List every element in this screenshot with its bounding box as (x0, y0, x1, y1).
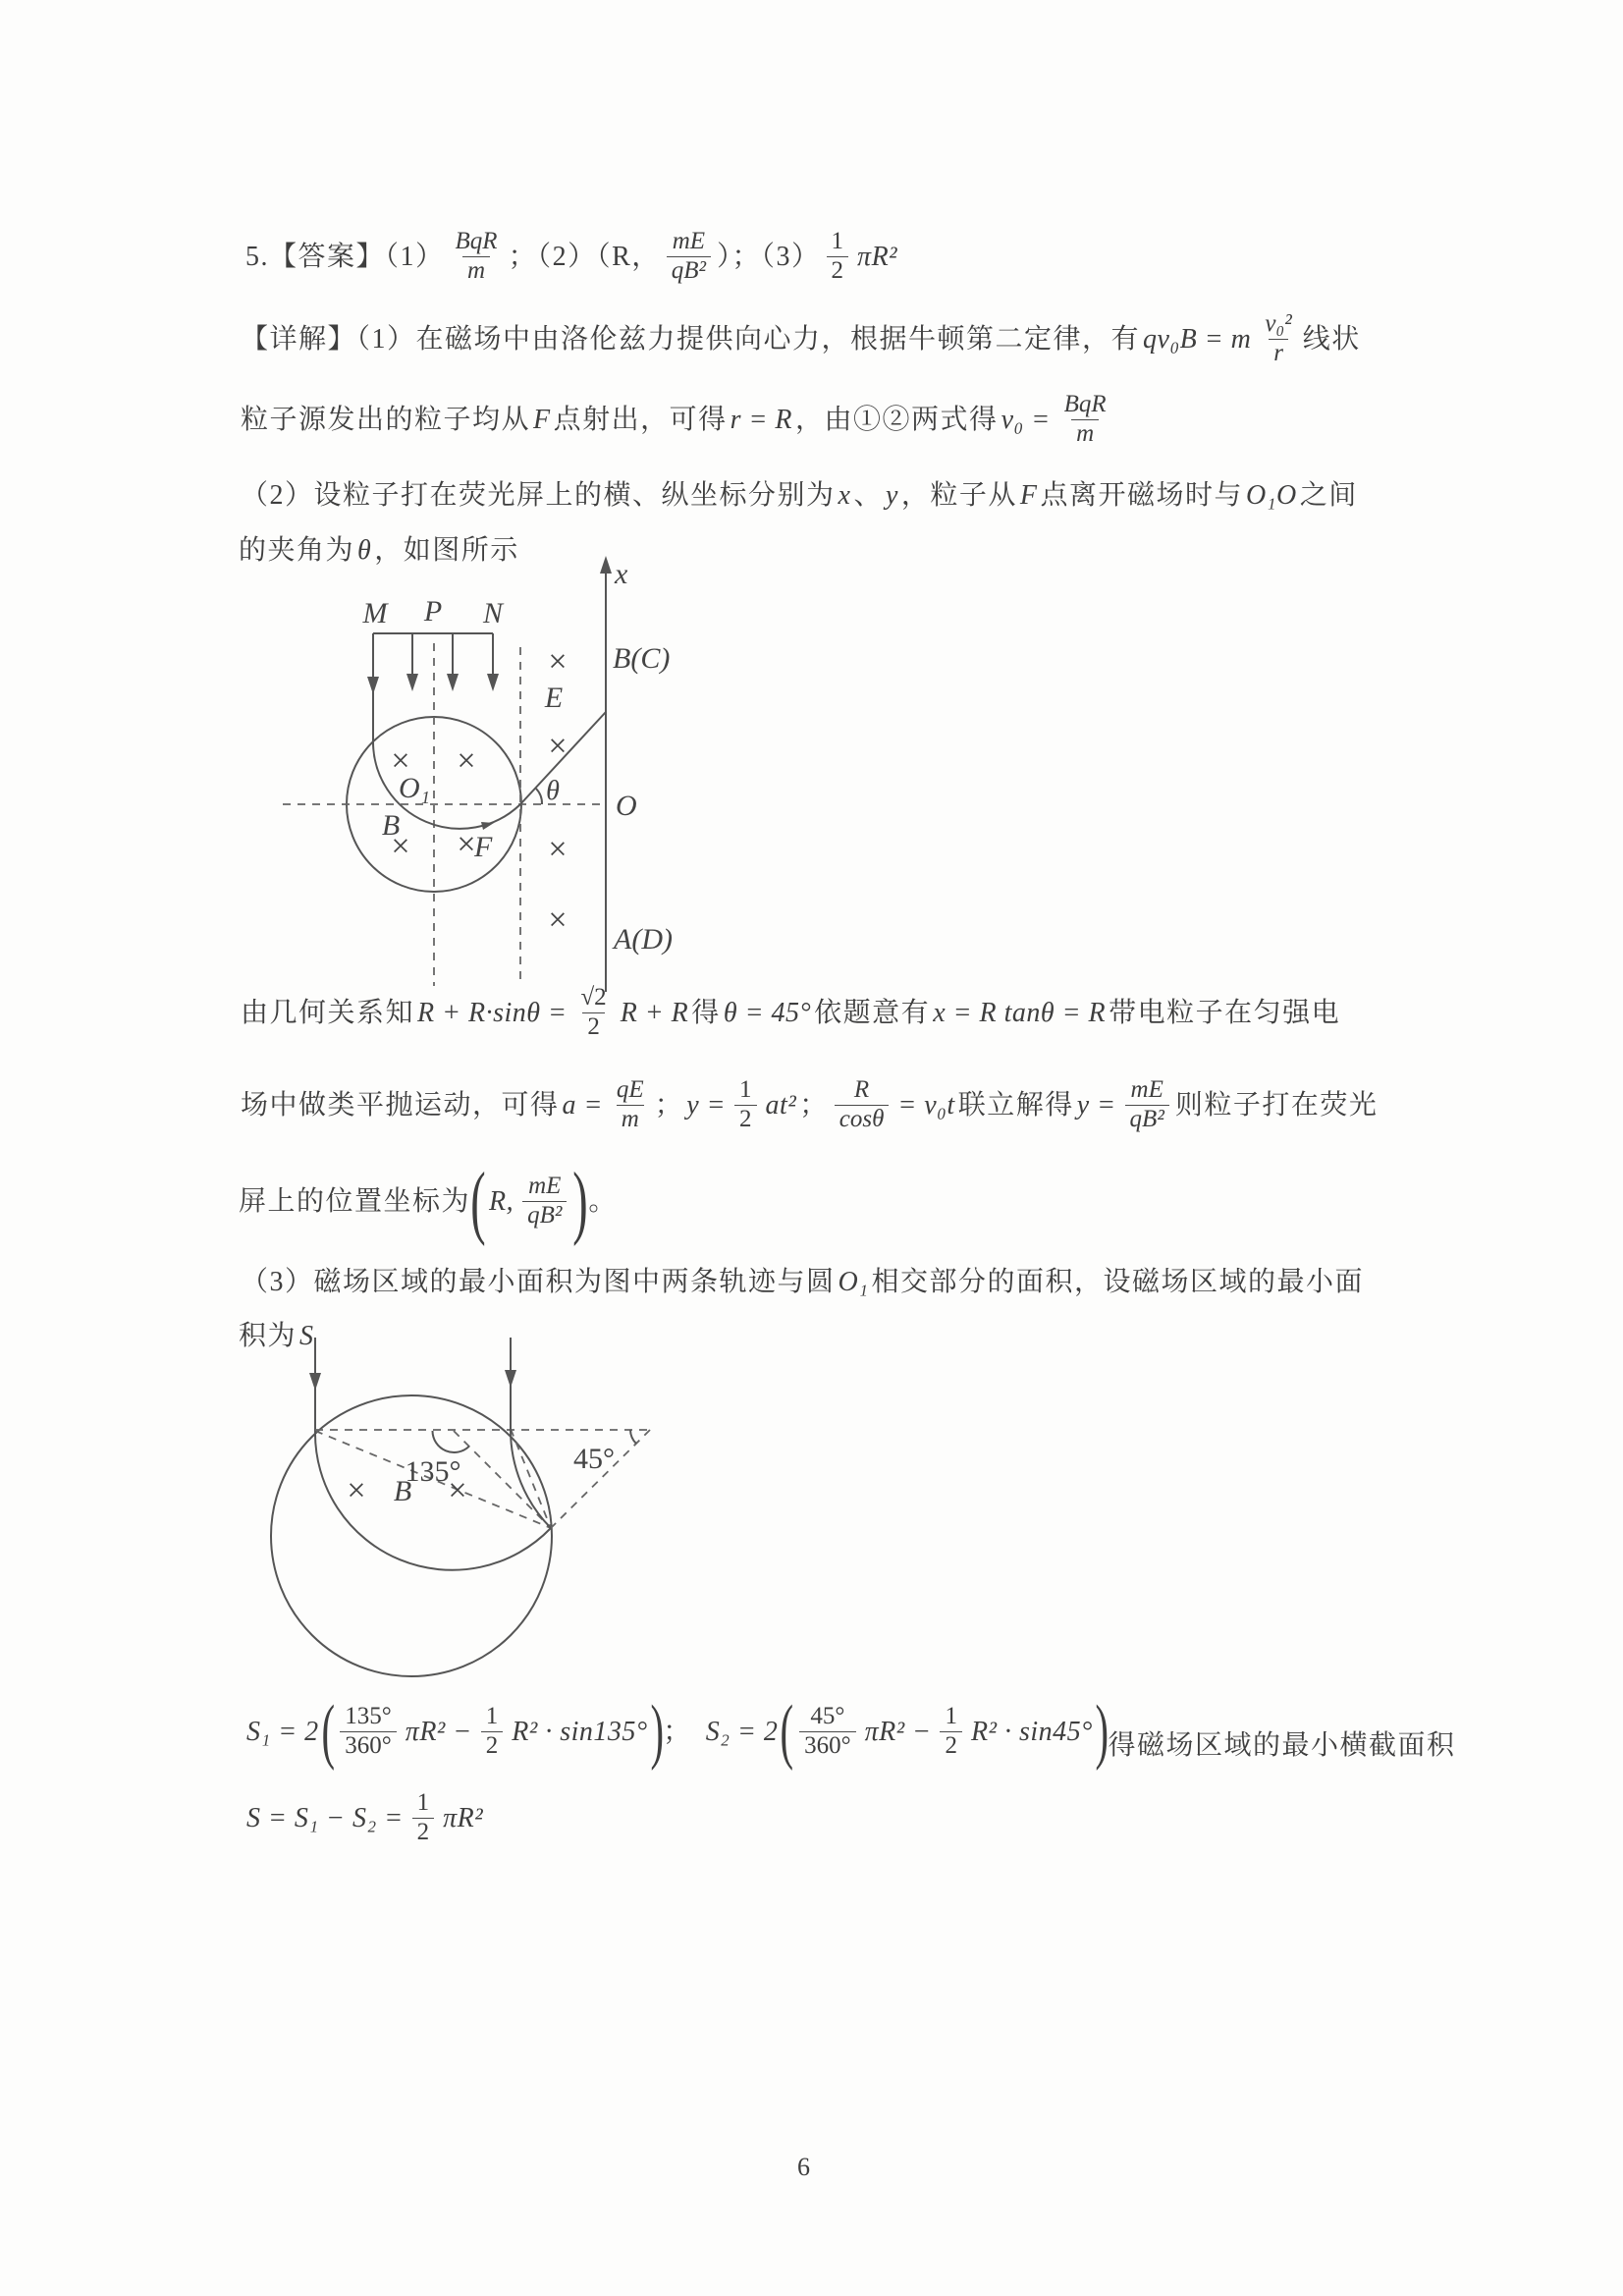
fraction-denominator: 360° (340, 1731, 397, 1761)
big-paren-open: ( (321, 1691, 335, 1772)
fraction-denominator: 2 (481, 1731, 504, 1761)
part3-line-1 (241, 1265, 1364, 1299)
text-run: 带电粒子在匀强电 (1109, 997, 1341, 1028)
math-run: O₁O (1246, 480, 1297, 511)
math-run: S₂ = 2 (705, 1716, 779, 1747)
fraction-sqrt2-2 (575, 984, 611, 1042)
text-run: 联立解得 (957, 1089, 1074, 1121)
fraction-numerator: 1 (416, 1789, 430, 1816)
flux-cross-icon: × (457, 826, 476, 863)
fraction-1-2 (734, 1076, 757, 1134)
big-paren-close: ) (572, 1156, 589, 1247)
fraction-numerator: 1 (739, 1076, 752, 1103)
fraction-denominator: 360° (799, 1731, 856, 1761)
fraction-1-2 (940, 1703, 962, 1761)
text-run: ； (799, 1089, 829, 1121)
fraction-numerator: 45° (810, 1703, 845, 1730)
fraction-v02-r (1260, 310, 1296, 368)
flux-cross-icon: × (548, 831, 568, 868)
dashed-radius-135 (454, 1431, 551, 1528)
label-BC: B(C) (613, 642, 671, 675)
fraction-numerator: mE (528, 1173, 562, 1200)
label-B: B (381, 809, 401, 842)
fraction-denominator: r (1269, 339, 1288, 368)
math-run: y (885, 480, 898, 511)
fraction-BqR-m (451, 228, 503, 286)
fraction-numerator: √2 (580, 984, 607, 1011)
math-run: S₁ = 2 (246, 1716, 319, 1747)
math-run: y = (1076, 1089, 1116, 1121)
fraction-BqR-m (1059, 391, 1111, 449)
answer-sep2: ）；（3） (717, 241, 821, 272)
fraction-numerator: BqR (1063, 391, 1107, 417)
label-theta: θ (546, 776, 560, 806)
theta-angle-arc (536, 789, 542, 804)
label-B: B (393, 1475, 412, 1507)
page-number: 6 (797, 2153, 810, 2181)
text-run: 之间 (1299, 480, 1358, 511)
fraction-denominator: 2 (734, 1105, 757, 1134)
math-run: θ = 45° (723, 997, 812, 1028)
text-run: ，如图所示 (374, 535, 519, 566)
big-paren-close: ) (650, 1691, 664, 1772)
text-run: 积为 (239, 1321, 298, 1351)
fraction-denominator: m (462, 256, 490, 286)
detail-line-1 (241, 310, 1361, 368)
fraction-mE-qB2 (667, 228, 711, 286)
beam-arrowhead-icon (487, 674, 499, 691)
math-run: θ (357, 535, 372, 566)
flux-cross-icon: × (347, 1472, 366, 1509)
beam-arrowhead-icon (309, 1373, 321, 1391)
flux-cross-icon: × (391, 828, 410, 865)
text-run: 。 (588, 1186, 618, 1218)
fraction-numerator: 135° (345, 1703, 392, 1730)
beam-arrowhead-icon (367, 677, 379, 694)
math-run: x (838, 480, 851, 511)
math-run: = v₀t (897, 1089, 955, 1121)
part2-line-1 (241, 478, 1358, 513)
math-run: y = (686, 1089, 727, 1121)
label-F: F (474, 831, 493, 863)
axis-x-label: x (615, 558, 628, 590)
label-O: O (616, 790, 637, 822)
fraction-numerator: BqR (455, 228, 498, 254)
text-run: （2）设粒子打在荧光屏上的横、纵坐标分别为 (241, 480, 836, 511)
big-paren-open: ( (780, 1691, 794, 1772)
fraction-numerator: qE (616, 1076, 644, 1103)
math-run: S = S₁ − S₂ = (246, 1802, 404, 1833)
text-run: 点离开磁场时与 (1040, 480, 1244, 511)
field-trajectory-diagram (275, 552, 697, 992)
math-run: R² · sin45° (970, 1716, 1093, 1747)
text-run: 粒子源发出的粒子均从 (241, 404, 531, 435)
math-run: πR² (443, 1802, 484, 1833)
fraction-45-360 (799, 1703, 856, 1761)
flux-cross-icon: × (448, 1472, 467, 1509)
answer-sep1: ；（2）（R， (508, 241, 661, 272)
beam-arrowhead-icon (505, 1370, 516, 1388)
flux-cross-icon: × (548, 902, 568, 939)
fraction-numerator: 1 (485, 1703, 499, 1730)
math-run: at² (765, 1089, 797, 1121)
beam-arrowhead-icon (406, 674, 418, 691)
math-run: πR² − (405, 1716, 472, 1747)
text-run: ，由①②两式得 (795, 404, 999, 435)
projectile-line (241, 1076, 1378, 1134)
text-run: 的夹角为 (239, 535, 355, 566)
field-boundary-circle (271, 1395, 552, 1676)
text-run: 由几何关系知 (241, 997, 415, 1028)
math-run: x = R tanθ = R (933, 997, 1107, 1028)
final-area-line (243, 1789, 486, 1847)
fraction-denominator: m (1071, 419, 1099, 449)
fraction-denominator: qB² (667, 256, 711, 286)
trajectory-arrowhead-icon (481, 822, 494, 830)
flux-cross-icon: × (548, 728, 568, 765)
fraction-denominator: cosθ (835, 1105, 890, 1134)
coordinate-result-line (239, 1156, 618, 1247)
big-paren-open: ( (470, 1156, 486, 1247)
text-run: 场中做类平抛运动，可得 (241, 1089, 560, 1121)
text-run: ； (654, 1089, 684, 1121)
area-formula-line (243, 1691, 1456, 1772)
label-M: M (362, 597, 388, 629)
text-run: 依题意有 (814, 997, 931, 1028)
math-run: S (299, 1321, 314, 1351)
fraction-numerator: mE (1130, 1076, 1163, 1103)
angle-arc-45 (630, 1430, 636, 1444)
fraction-135-360 (340, 1703, 397, 1761)
dashed-chord-right (511, 1429, 551, 1528)
text-run: ； (663, 1716, 692, 1747)
fraction-denominator: m (617, 1105, 644, 1134)
fraction-numerator: 1 (831, 228, 844, 254)
text-run: ，粒子从 (900, 480, 1017, 511)
fraction-denominator: 2 (827, 256, 849, 286)
angle-45-label: 45° (573, 1443, 615, 1475)
text-run: 、 (853, 480, 883, 511)
geometry-line (241, 984, 1340, 1042)
detail-line-2 (241, 391, 1117, 449)
flux-cross-icon: × (548, 643, 568, 681)
fraction-R-costheta (835, 1076, 890, 1134)
answer-suffix: πR² (857, 241, 898, 272)
fraction-numerator: 1 (945, 1703, 957, 1730)
fraction-denominator: 2 (940, 1731, 962, 1761)
fraction-mE-qB2 (522, 1173, 567, 1230)
minimum-area-diagram (253, 1336, 676, 1721)
math-run: R² · sin135° (512, 1716, 648, 1747)
label-E: E (544, 682, 564, 714)
text-run: 相交部分的面积，设磁场区域的最小面 (871, 1267, 1364, 1297)
math-run: O₁ (838, 1267, 869, 1297)
text-run: 则粒子打在荧光 (1174, 1089, 1379, 1121)
label-P: P (423, 595, 443, 628)
answer-line (245, 228, 900, 286)
flux-cross-icon: × (457, 742, 476, 780)
fraction-denominator: qB² (1125, 1105, 1169, 1134)
big-paren-close: ) (1095, 1691, 1109, 1772)
math-run: a = (562, 1089, 603, 1121)
fraction-numerator: R (853, 1076, 870, 1103)
label-AD: A(D) (614, 923, 673, 956)
fraction-1-2 (827, 228, 849, 286)
math-run: qv₀B = m (1143, 323, 1252, 355)
fraction-mE-qB2 (1125, 1076, 1169, 1134)
math-run: F (533, 404, 551, 435)
axis-arrowhead-icon (600, 556, 612, 574)
label-N: N (482, 597, 504, 629)
text-run: 屏上的位置坐标为 (239, 1186, 471, 1218)
text-run: 线状 (1302, 323, 1361, 355)
math-run: r = R (730, 404, 793, 435)
flux-cross-icon: × (391, 742, 410, 780)
beam-arrowhead-icon (447, 674, 459, 691)
math-run: R, (489, 1186, 514, 1218)
math-run: v₀ = (1001, 404, 1051, 435)
fraction-1-2 (481, 1703, 504, 1761)
math-run: πR² − (864, 1716, 932, 1747)
angle-135-label: 135° (405, 1455, 461, 1488)
math-run: R + R·sinθ = (417, 997, 568, 1028)
fraction-denominator: qB² (522, 1201, 567, 1230)
label-O1: O₁ (398, 772, 431, 804)
text-run: （3）磁场区域的最小面积为图中两条轨迹与圆 (241, 1267, 836, 1297)
math-run: F (1019, 480, 1038, 511)
text-run: 【详解】（1）在磁场中由洛伦兹力提供向心力，根据牛顿第二定律，有 (241, 323, 1141, 355)
fraction-1-2 (412, 1789, 435, 1847)
math-run: R + R (620, 997, 689, 1028)
fraction-qE-m (612, 1076, 649, 1134)
answer-prefix: 5.【答案】（1） (245, 241, 445, 272)
fraction-denominator: 2 (412, 1818, 435, 1847)
fraction-numerator: mE (672, 228, 706, 254)
text-run: 点射出，可得 (553, 404, 728, 435)
fraction-numerator: v₀² (1265, 310, 1292, 337)
text-run: 得磁场区域的最小横截面积 (1108, 1729, 1456, 1761)
fraction-denominator: 2 (582, 1012, 605, 1042)
text-run: 得 (691, 997, 721, 1028)
